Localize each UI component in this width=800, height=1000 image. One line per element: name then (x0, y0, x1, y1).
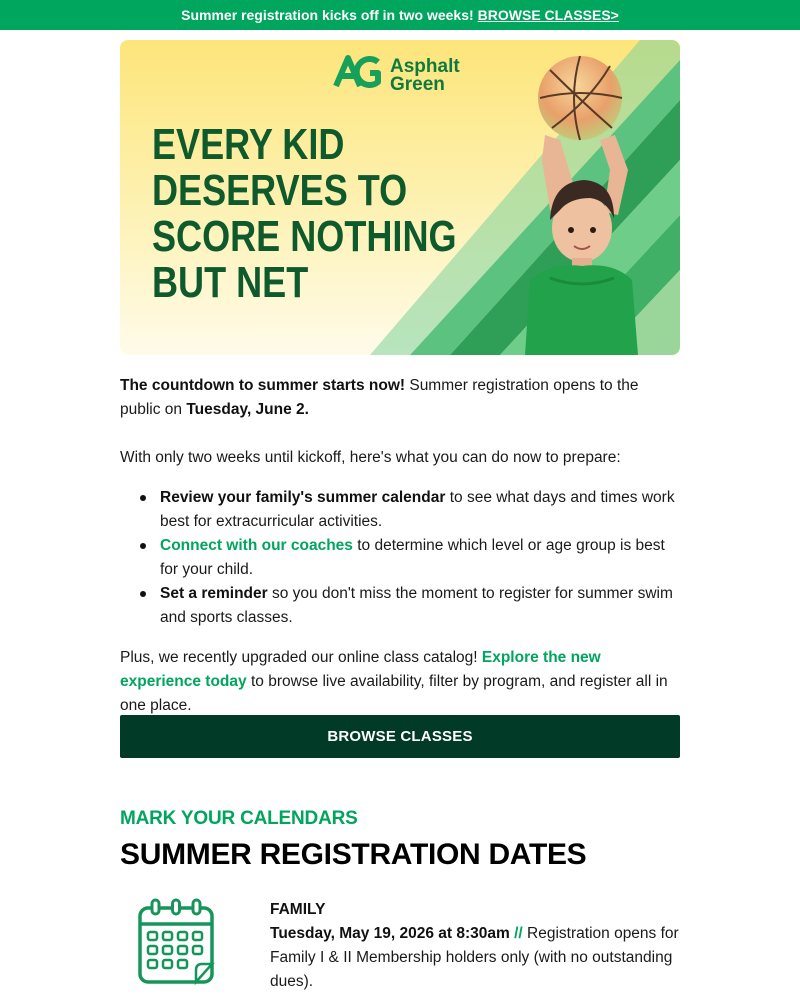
list-item (160, 582, 680, 630)
tip-1-bold: Review your family's summer calendar (160, 489, 446, 506)
list-item (160, 534, 680, 582)
tips-list-container (120, 486, 680, 630)
announcement-browse-link[interactable]: BROWSE CLASSES> (477, 7, 619, 23)
tip-1-text: to see what days and times work best for extracurricular activities. (160, 489, 675, 530)
connect-coaches-link[interactable]: Connect with our coaches (160, 537, 353, 554)
brand-line2: Green (390, 74, 445, 95)
browse-classes-button[interactable]: BROWSE CLASSES (120, 715, 680, 758)
intro-lead: The countdown to summer starts now! (120, 377, 406, 394)
hero-banner (120, 40, 680, 355)
section-title: SUMMER REGISTRATION DATES (120, 838, 587, 871)
event-tier: FAMILY (270, 901, 326, 918)
section-eyebrow: MARK YOUR CALENDARS (120, 808, 358, 829)
event-details (270, 922, 685, 994)
intro-body: Summer registration opens to the public on (120, 377, 639, 418)
public-open-date: Tuesday, June 2. (186, 401, 309, 418)
hero-illustration (120, 40, 680, 355)
event-separator: // (514, 925, 523, 942)
tip-3-text: so you don't miss the moment to register for summer swim and sports classes. (160, 585, 673, 626)
calendar-icon (136, 898, 216, 991)
tip-2-text: to determine which level or age group is best for your child. (160, 537, 665, 578)
catalog-paragraph (120, 646, 680, 718)
prepare-paragraph: With only two weeks until kickoff, here's what you can do now to prepare: (120, 449, 621, 466)
headline-line-3: SCORE NOTHING (151, 211, 457, 261)
headline-line-2: DESERVES TO (151, 165, 408, 215)
headline-line-4: BUT NET (151, 257, 309, 307)
list-item (160, 486, 680, 534)
event-description: Registration opens for Family I & II Membership holders only (with no outstanding dues). (270, 925, 679, 990)
headline-line-1: EVERY KID (151, 119, 345, 169)
catalog-text-before: Plus, we recently upgraded our online class catalog! (120, 649, 482, 666)
explore-catalog-link[interactable]: Explore the new experience today (120, 649, 601, 690)
catalog-text-after: to browse live availability, filter by program, and register all in one place. (120, 673, 668, 714)
announcement-text: Summer registration kicks off in two weeks! (181, 7, 474, 23)
intro-paragraph (120, 374, 680, 422)
announcement-bar (0, 0, 800, 30)
registration-event-family (270, 898, 685, 994)
brand-line1: Asphalt (390, 56, 460, 77)
tips-list (120, 486, 680, 630)
event-date: Tuesday, May 19, 2026 at 8:30am (270, 925, 510, 942)
tip-3-bold: Set a reminder (160, 585, 268, 602)
